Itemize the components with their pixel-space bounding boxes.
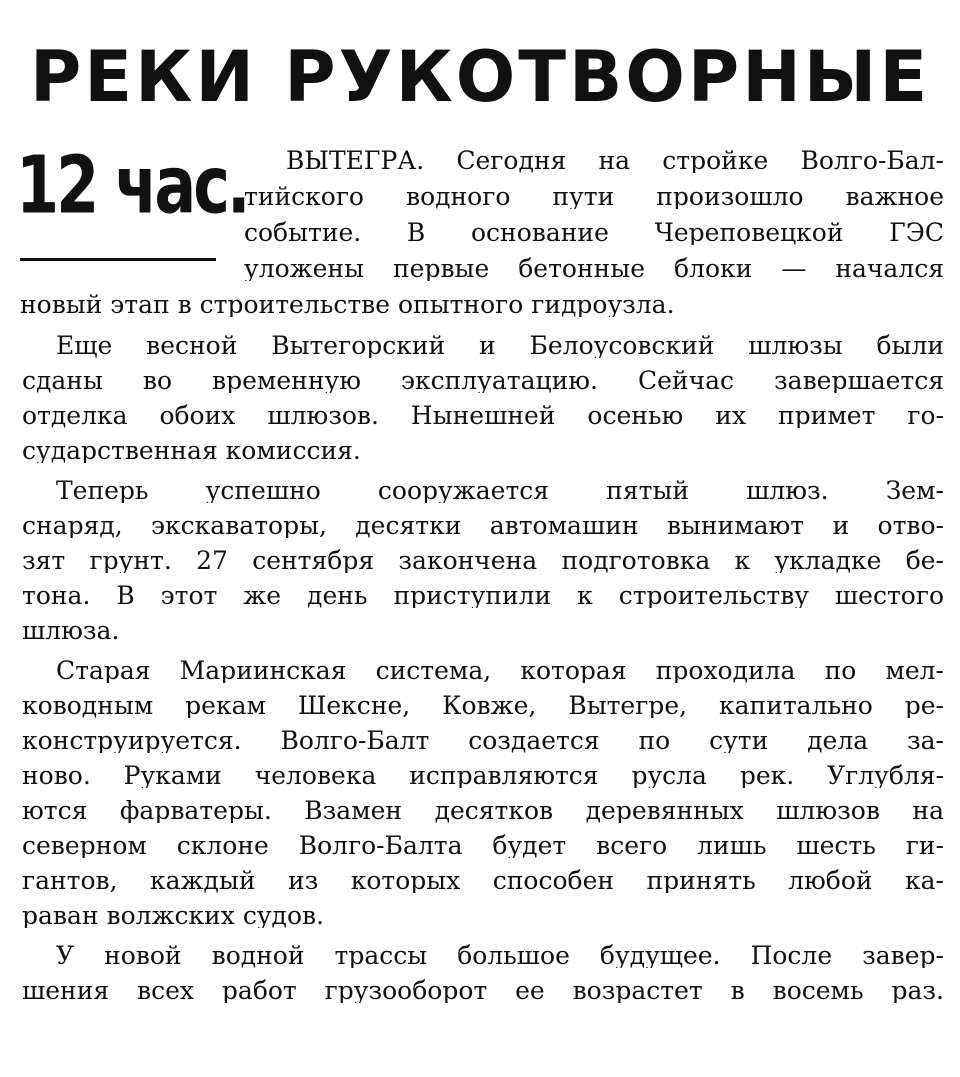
paragraph-2-line-4: сударственная комиссия. [22,438,361,463]
paragraph-4-line-2: ководным рекам Шексне, Ковже, Вытегре, капитально ре- [22,693,944,718]
time-stamp-block [16,138,248,232]
paragraph-2-line-1: Еще весной Вытегорский и Белоусовский шлюзы были [56,333,944,358]
paragraph-1-line-2: тийского водного пути произошло важное [244,184,944,209]
paragraph-3-line-5: шлюза. [22,618,120,643]
paragraph-4-line-1: Старая Мариинская система, которая проходила по мел- [56,658,944,683]
paragraph-4-line-4: ново. Руками человека исправляются русла рек. Углубля- [22,763,944,788]
paragraph-1-line-3: событие. В основание Череповецкой ГЭС [244,220,944,245]
paragraph-2-line-2: сданы во временную эксплуатацию. Сейчас завершается [22,368,944,393]
paragraph-5-line-2: шения всех работ грузооборот ее возрастет в восемь раз. [22,978,944,1003]
headline: РЕКИ РУКОТВОРНЫЕ [30,36,931,118]
paragraph-1-line-4: уложены первые бетонные блоки — начался [244,256,944,281]
paragraph-2-line-3: отделка обоих шлюзов. Нынешней осенью их примет го- [22,403,944,428]
paragraph-4-line-6: северном склоне Волго-Балта будет всего лишь шесть ги- [22,833,944,858]
paragraph-3-line-2: снаряд, экскаваторы, десятки автомашин вынимают и отво- [22,513,944,538]
paragraph-4-line-3: конструируется. Волго-Балт создается по сути дела за- [22,728,944,753]
paragraph-4-line-8: раван волжских судов. [22,903,325,928]
time-stamp: 12 час. [16,138,248,232]
paragraph-4-line-5: ются фарватеры. Взамен десятков деревянных шлюзов на [22,798,944,823]
paragraph-1-line-5: новый этап в строительстве опытного гидроузла. [20,292,675,317]
paragraph-3-line-1: Теперь успешно сооружается пятый шлюз. Зем- [56,478,944,503]
time-stamp-rule [20,258,216,261]
paragraph-3-line-4: тона. В этот же день приступили к строительству шестого [22,583,944,608]
paragraph-5-line-1: У новой водной трассы большое будущее. После завер- [56,943,944,968]
paragraph-4-line-7: гантов, каждый из которых способен принять любой ка- [22,868,944,893]
paragraph-3-line-3: зят грунт. 27 сентября закончена подготовка к укладке бе- [22,548,944,573]
paragraph-1-line-1: ВЫТЕГРА. Сегодня на стройке Волго-Бал- [286,148,944,173]
